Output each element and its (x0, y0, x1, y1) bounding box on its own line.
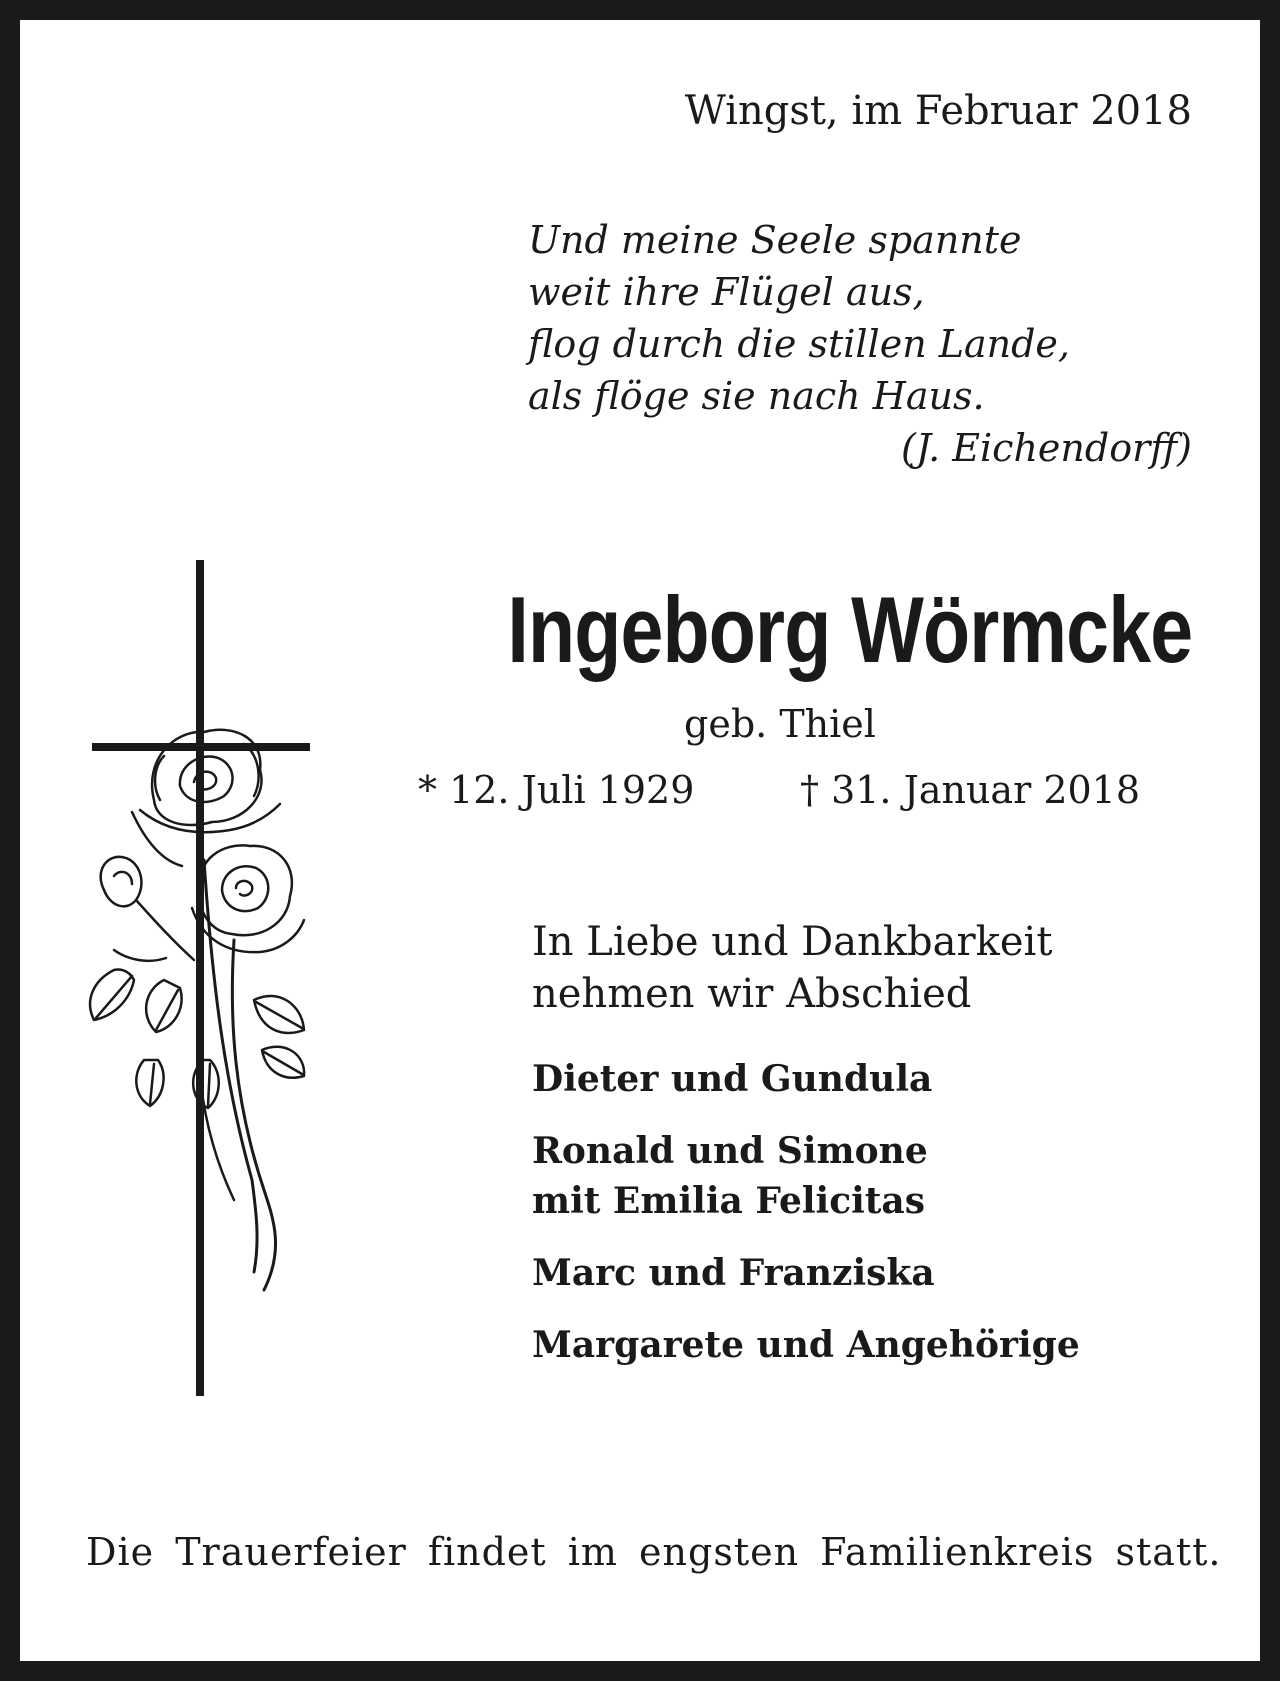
poem-line: flog durch die stillen Lande, (528, 322, 1071, 366)
mourner-entry: mit Emilia Felicitas (532, 1180, 926, 1222)
mourners-list (532, 1054, 1080, 1370)
poem-line: als flöge sie nach Haus. (528, 374, 985, 418)
mourner-entry: Margarete und Angehörige (532, 1324, 1080, 1366)
poem (528, 214, 1070, 422)
farewell-text (532, 916, 1052, 1020)
deceased-name: Ingeborg Wörmcke (507, 577, 1192, 682)
mourner-entry: Dieter und Gundula (532, 1058, 933, 1100)
mourner-entry: Marc und Franziska (532, 1252, 935, 1294)
ceremony-note: Die Trauerfeier findet im engsten Familienkreis statt. (86, 1530, 1222, 1574)
cross-with-roses-icon (84, 560, 324, 1400)
poem-line: Und meine Seele spannte (528, 218, 1022, 262)
death-date: † 31. Januar 2018 (800, 768, 1141, 812)
poem-author: (J. Eichendorff) (901, 426, 1192, 470)
mourner-entry: Ronald und Simone (532, 1130, 928, 1172)
place-date: Wingst, im Februar 2018 (684, 88, 1192, 134)
maiden-name: geb. Thiel (684, 702, 876, 746)
farewell-line: In Liebe und Dankbarkeit (532, 919, 1053, 965)
poem-line: weit ihre Flügel aus, (528, 270, 925, 314)
birth-date: * 12. Juli 1929 (418, 768, 695, 812)
farewell-line: nehmen wir Abschied (532, 971, 972, 1017)
